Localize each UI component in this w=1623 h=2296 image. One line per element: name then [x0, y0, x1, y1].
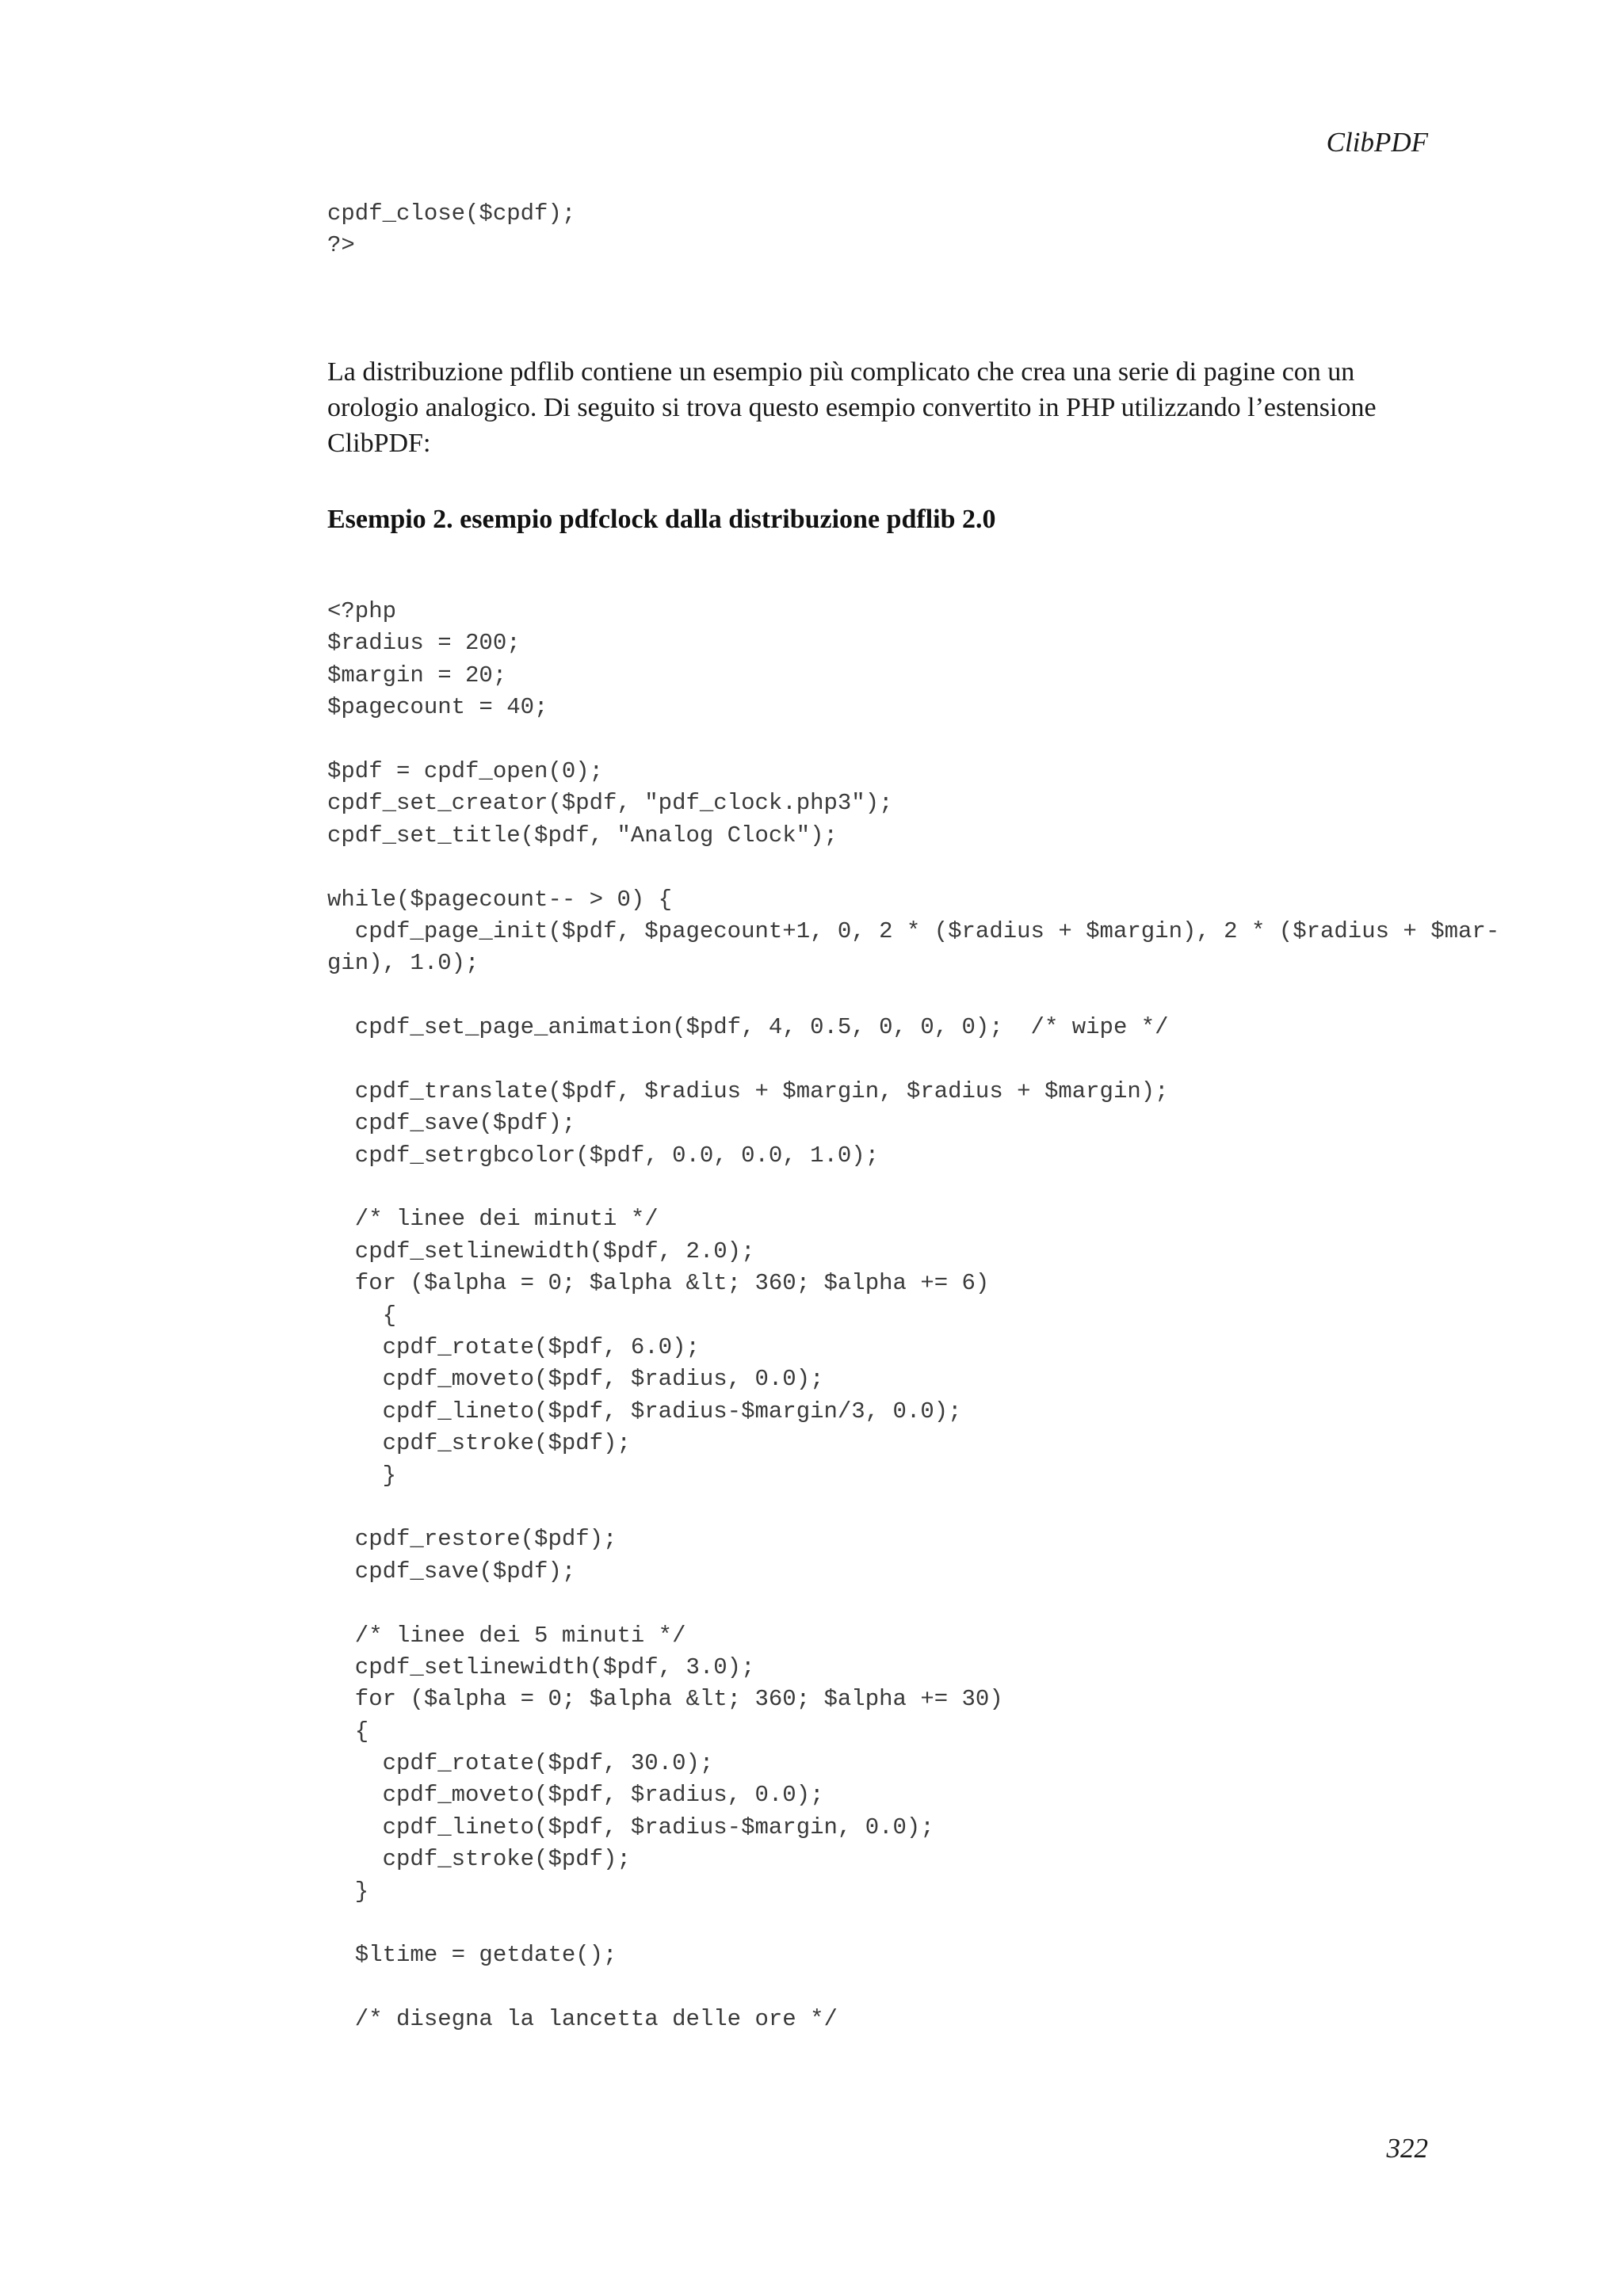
code-line: cpdf_moveto($pdf, $radius, 0.0); [327, 1366, 824, 1393]
code-line: cpdf_moveto($pdf, $radius, 0.0); [327, 1782, 824, 1809]
code-line: cpdf_set_creator($pdf, "pdf_clock.php3"); [327, 790, 893, 817]
code-line: } [327, 1878, 369, 1905]
code-line: while($pagecount-- > 0) { [327, 886, 673, 913]
code-line: cpdf_set_page_animation($pdf, 4, 0.5, 0, 0, 0); /* wipe */ [327, 1014, 1169, 1041]
code-line: <?php [327, 598, 397, 624]
code-line: $pdf = cpdf_open(0); [327, 757, 604, 784]
code-line [327, 1172, 1499, 1203]
code-line [327, 1492, 1499, 1524]
code-line [327, 1043, 1499, 1075]
code-line: cpdf_setrgbcolor($pdf, 0.0, 0.0, 1.0); [327, 1142, 880, 1169]
code-line: cpdf_save($pdf); [327, 1110, 576, 1137]
code-line: cpdf_rotate($pdf, 6.0); [327, 1333, 700, 1360]
code-line: cpdf_rotate($pdf, 30.0); [327, 1750, 714, 1777]
code-line: for ($alpha = 0; $alpha &lt; 360; $alpha += 6) [327, 1270, 990, 1297]
code-line: cpdf_setlinewidth($pdf, 2.0); [327, 1238, 755, 1264]
code-line [327, 724, 1499, 756]
code-line: cpdf_setlinewidth($pdf, 3.0); [327, 1653, 755, 1680]
code-line: $ltime = getdate(); [327, 1942, 617, 1969]
code-line: gin), 1.0); [327, 950, 479, 977]
code-line: cpdf_restore($pdf); [327, 1526, 617, 1553]
code-line: cpdf_lineto($pdf, $radius-$margin, 0.0); [327, 1814, 934, 1840]
code-line: cpdf_close($cpdf); [327, 200, 576, 227]
code-line [327, 1908, 1499, 1939]
code-line: cpdf_page_init($pdf, $pagecount+1, 0, 2 * ($radius + $margin), 2 * ($radius + $mar- [327, 917, 1500, 944]
code-line: for ($alpha = 0; $alpha &lt; 360; $alpha += 30) [327, 1686, 1003, 1713]
code-line: $radius = 200; [327, 630, 521, 657]
code-line: cpdf_stroke($pdf); [327, 1846, 631, 1873]
code-line: /* linee dei 5 minuti */ [327, 1622, 686, 1649]
code-line [327, 1972, 1499, 2004]
code-line: $pagecount = 40; [327, 694, 548, 721]
code-line: ?> [327, 232, 355, 259]
code-line [327, 852, 1499, 883]
code-line: cpdf_save($pdf); [327, 1558, 576, 1585]
intro-paragraph: La distribuzione pdflib contiene un esempio più complicato che crea una serie di pagine con un orologio analogico. Di seguito si trova questo esempio convertito in PHP utilizzando l’estensione ClibPDF: [327, 357, 1377, 458]
code-line: cpdf_lineto($pdf, $radius-$margin/3, 0.0); [327, 1398, 962, 1425]
code-line: cpdf_stroke($pdf); [327, 1430, 631, 1457]
code-line [327, 1588, 1499, 1619]
code-line: $margin = 20; [327, 662, 507, 688]
code-line: { [327, 1718, 369, 1745]
code-line: /* linee dei minuti */ [327, 1206, 659, 1233]
code-line: /* disegna la lancetta delle ore */ [327, 2006, 838, 2033]
code-block-top [327, 198, 575, 262]
code-line: cpdf_set_title($pdf, "Analog Clock"); [327, 822, 838, 849]
code-line: cpdf_translate($pdf, $radius + $margin, $radius + $margin); [327, 1077, 1169, 1104]
code-line [327, 980, 1499, 1012]
running-header: ClibPDF [1326, 127, 1428, 158]
example-title: Esempio 2. esempio pdfclock dalla distribuzione pdflib 2.0 [327, 505, 996, 534]
page-number: 322 [1386, 2133, 1428, 2164]
code-line: } [327, 1462, 397, 1489]
code-block-main [327, 596, 1499, 2036]
code-line: { [327, 1302, 397, 1329]
